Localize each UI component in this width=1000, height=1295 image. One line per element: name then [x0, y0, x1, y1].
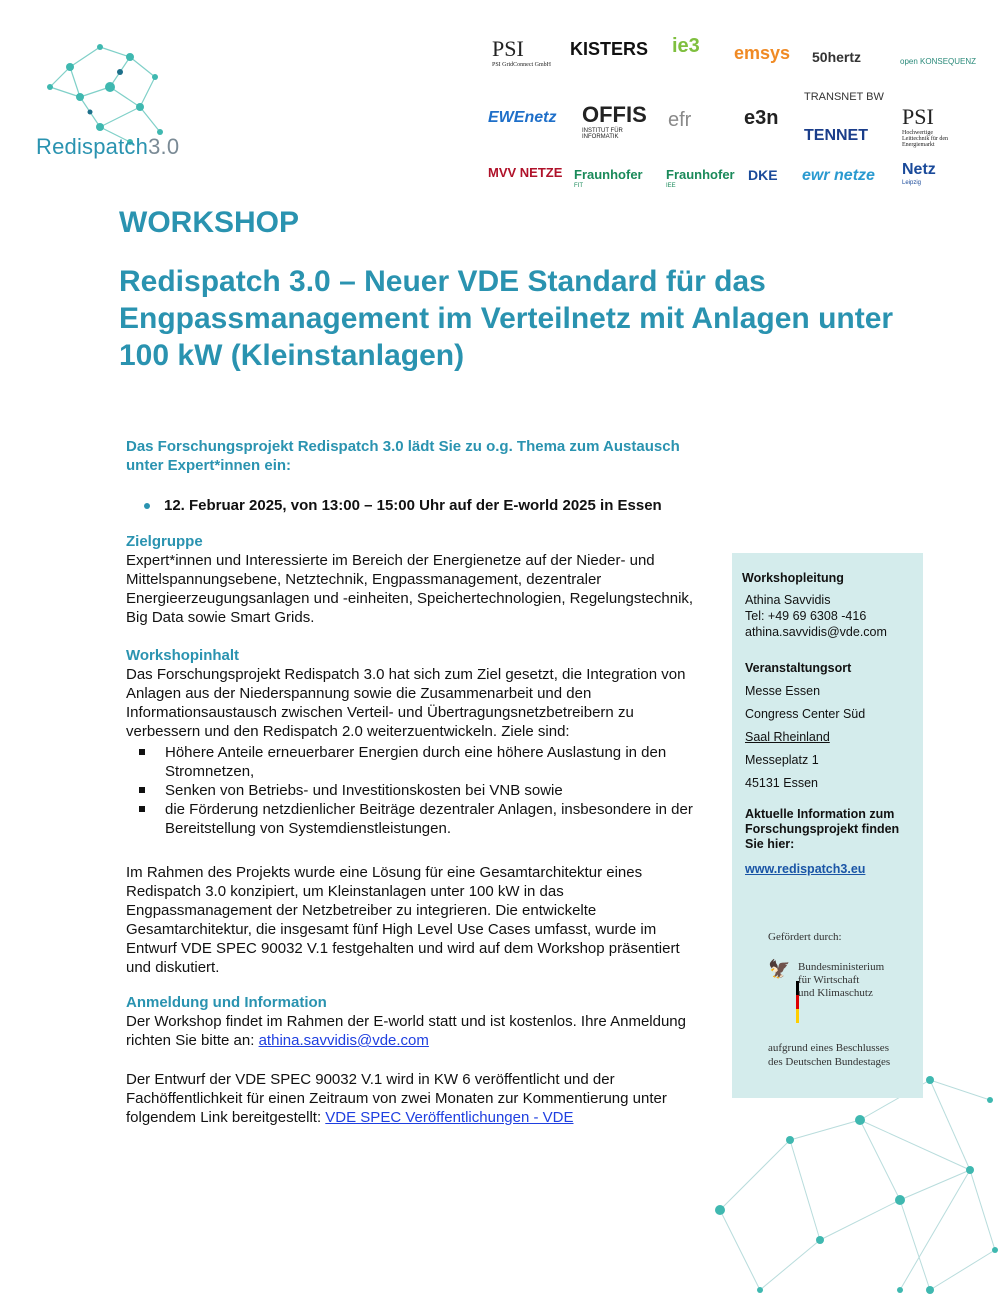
- partner-logo: Fraunhofer IEE: [666, 167, 735, 189]
- info-line: Aktuelle Information zum: [745, 807, 895, 821]
- vde-spec-link[interactable]: VDE SPEC Veröffentlichungen - VDE: [325, 1109, 574, 1126]
- intro-text: Das Forschungsprojekt Redispatch 3.0 lädt Sie zu o.g. Thema zum Austausch unter Expert*innen ein:: [126, 438, 680, 474]
- partner-logo: MVV NETZE: [488, 165, 563, 180]
- architecture-text: Im Rahmen des Projekts wurde eine Lösung für eine Gesamtarchitektur eines Redispatch 3.0 konzipiert, um Kleinstanlagen unter 100 kW in das Engpassmanagement der Netzbetreiber zu integrieren. Die entwickelte Gesamtarchitektur, die insgesamt fünf High Level Use Cases umfasst, wurde im Entwurf VDE SPEC 90032 V.1 festgehalten und wird auf dem Workshop präsentiert und diskutiert.: [126, 864, 680, 976]
- draft-text: Der Entwurf der VDE SPEC 90032 V.1 wird in KW 6 veröffentlicht und der Fachöffentlichkeit für einen Zeitraum von zwei Monaten zur Kommentierung unter folgendem Link bereitgestellt: VDE SPEC Veröffentlichungen - VDE: [126, 1071, 667, 1126]
- list-item: Senken von Betriebs- und Investitionskosten bei VNB sowie: [126, 781, 701, 800]
- goals-list: [126, 743, 701, 838]
- bullet-square: [139, 787, 145, 793]
- venue-line: Congress Center Süd: [745, 707, 866, 721]
- bundestag-note: aufgrund eines Beschlusses des Deutschen Bundestages: [768, 1042, 891, 1068]
- section-title: Anmeldung und Information: [126, 994, 327, 1011]
- sidebar-title: Workshopleitung: [742, 571, 844, 585]
- section-text: Das Forschungsprojekt Redispatch 3.0 hat sich zum Ziel gesetzt, die Integration von Anlagen aus der Niederspannung sowie die Zusammenarbeit und den Informationsaustausch zwischen Verteil- und Übertragungsnetzbetreibern zu verbessern und den Redispatch 2.0 weiterzuentwickeln. Ziele sind:: [126, 666, 686, 740]
- partner-logo: ie3: [672, 35, 700, 57]
- eagle-icon: 🦅: [768, 959, 791, 979]
- partner-logo: ewr netze: [802, 167, 875, 184]
- list-item: die Förderung netzdienlicher Beiträge dezentraler Anlagen, insbesondere in der Bereitstellung von Systemdienstleistungen.: [126, 800, 701, 838]
- partner-logos: [482, 30, 977, 200]
- section-text: Der Workshop findet im Rahmen der E-world statt und ist kostenlos. Ihre Anmeldung richten Sie bitte an: athina.savvidis@vde.com: [126, 1013, 686, 1049]
- partner-logo: e3n: [744, 107, 779, 129]
- ministry-name: Bundesministerium für Wirtschaft und Klimaschutz: [798, 961, 885, 999]
- event-text: 12. Februar 2025, von 13:00 – 15:00 Uhr auf der E-world 2025 in Essen: [164, 497, 662, 514]
- bullet-square: [139, 806, 145, 812]
- section-anmeldung: [126, 994, 701, 1050]
- section-title: Zielgruppe: [126, 533, 203, 550]
- partner-logo: TENNET: [804, 127, 868, 144]
- partner-logo: 50hertz: [812, 49, 862, 65]
- venue-line: Messe Essen: [745, 684, 821, 698]
- partner-logo: open KONSEQUENZ: [900, 57, 977, 66]
- partner-logo: EWEnetz: [488, 109, 557, 126]
- partner-logo: PSI PSI GridConnect GmbH: [492, 36, 551, 68]
- bullet-square: [139, 749, 145, 755]
- info-sidebar: [732, 553, 923, 1098]
- section-zielgruppe: [126, 533, 701, 627]
- venue-line: Saal Rheinland: [745, 730, 830, 744]
- section-title: Workshopinhalt: [126, 647, 240, 664]
- website-link[interactable]: www.redispatch3.eu: [745, 862, 866, 876]
- page-title: Redispatch 3.0 – Neuer VDE Standard für das Engpassmanagement im Verteilnetz mit Anlagen unter 100 kW (Kleinstanlagen): [119, 265, 894, 372]
- partner-logo: PSI Hochwertige Leittechnik für den Energiemarkt: [902, 104, 948, 148]
- partner-logo: emsys: [734, 43, 791, 63]
- redispatch-logo-text: Redispatch3.0: [36, 134, 180, 159]
- info-line: Sie hier:: [745, 837, 795, 851]
- email-link[interactable]: athina.savvidis@vde.com: [258, 1032, 429, 1049]
- venue-line: Messeplatz 1: [745, 753, 819, 767]
- partner-logo: TRANSNET BW: [804, 91, 884, 103]
- contact-phone: Tel: +49 69 6308 -416: [745, 609, 867, 623]
- partner-logo: efr: [668, 109, 692, 131]
- partner-logo: Fraunhofer FIT: [574, 167, 643, 189]
- info-line: Forschungsprojekt finden: [745, 822, 900, 836]
- heading: WORKSHOP: [119, 206, 299, 239]
- contact-email: athina.savvidis@vde.com: [745, 625, 887, 639]
- event-date: [146, 496, 726, 515]
- funded-by-label: Gefördert durch:: [768, 931, 842, 943]
- list-item: Höhere Anteile erneuerbarer Energien durch eine höhere Auslastung in den Stromnetzen,: [126, 743, 701, 781]
- partner-logo: Netz Leipzig: [902, 161, 936, 186]
- partner-logo: OFFIS INSTITUT FÜR INFORMATIK: [582, 102, 647, 140]
- venue-line: 45131 Essen: [745, 776, 818, 790]
- partner-logo: KISTERS: [570, 39, 649, 59]
- section-workshopinhalt: [126, 647, 701, 838]
- partner-logo: DKE: [748, 167, 778, 183]
- bullet-dot: [144, 503, 150, 509]
- section-text: Expert*innen und Interessierte im Bereich der Energienetze auf der Nieder- und Mittelspannungsebene, Netztechnik, Engpassmanagement, dezentraler Energieerzeugungsanlagen und -einheiten, Speichertechnologien, Regelungstechnik, Big Data sowie Smart Grids.: [126, 552, 694, 626]
- sidebar-title: Veranstaltungsort: [745, 661, 852, 675]
- contact-name: Athina Savvidis: [745, 593, 831, 607]
